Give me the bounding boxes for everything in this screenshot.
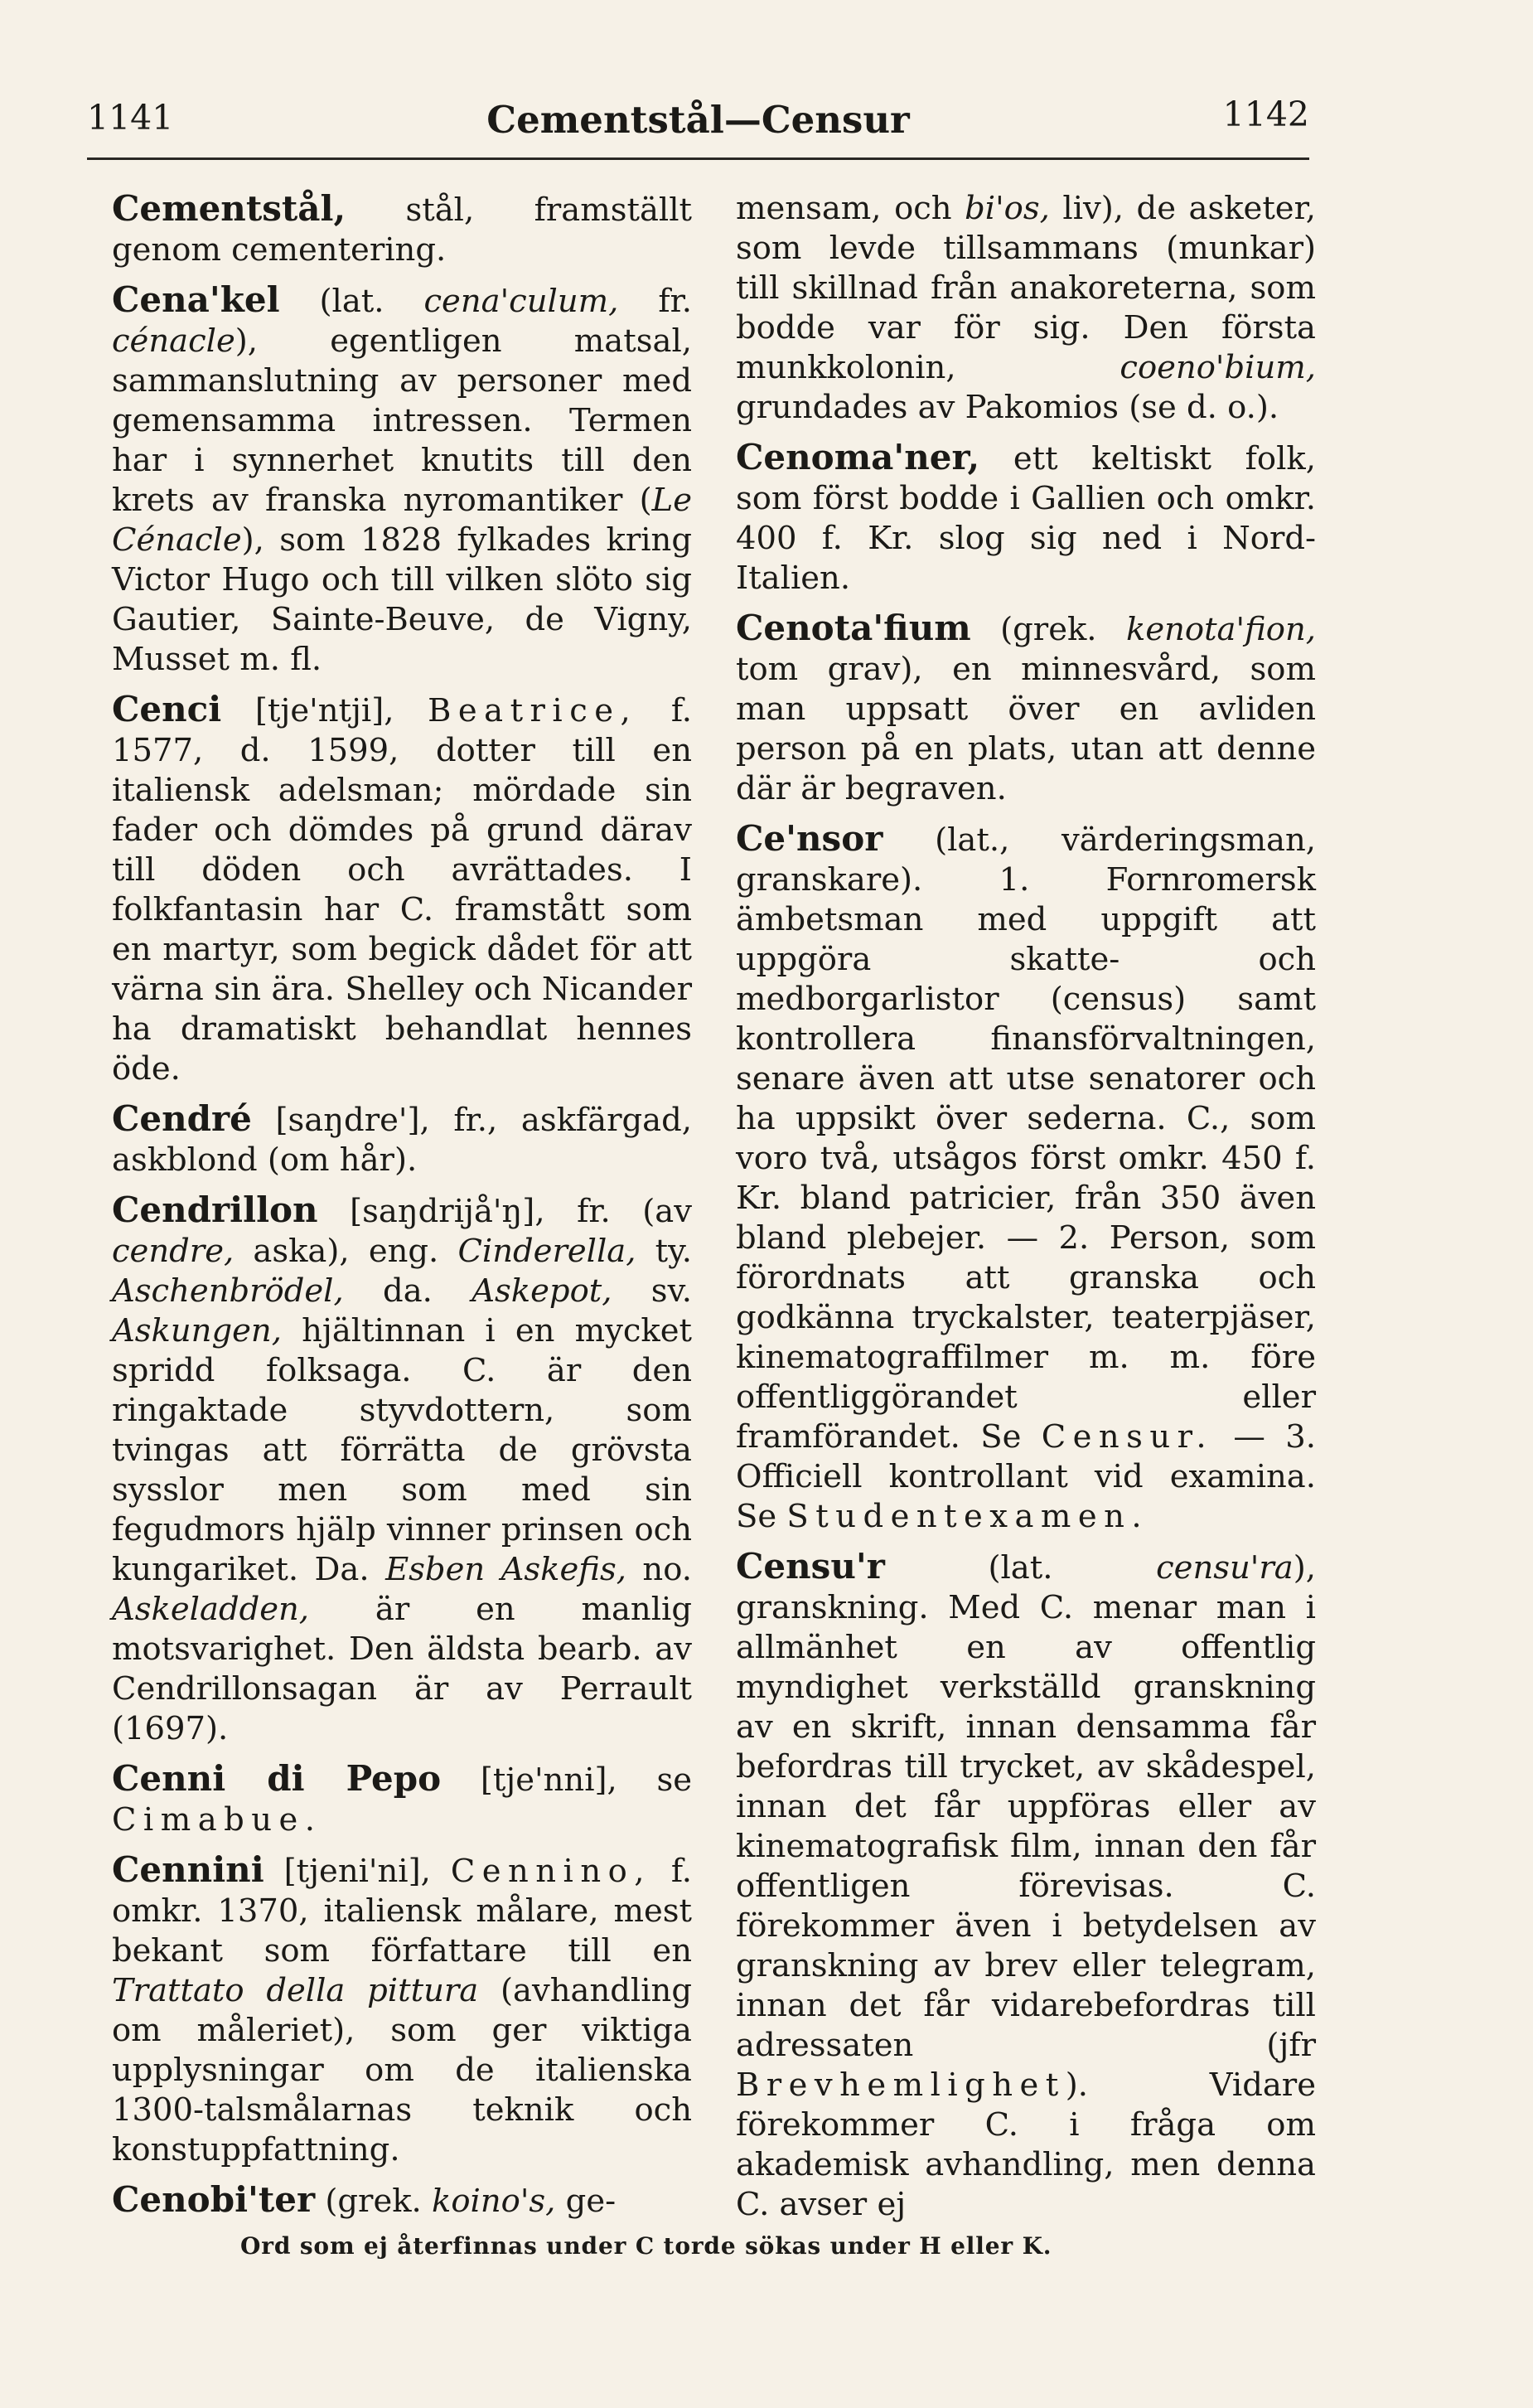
- entry-cenci: [112, 690, 692, 1089]
- entry-italic: kenota'fion,: [1126, 611, 1316, 648]
- footer-text: torde sökas under: [654, 2232, 920, 2260]
- entry-text: [saŋdrijå'ŋ], fr. (av: [317, 1193, 692, 1230]
- page-number-left: 1141: [87, 98, 174, 138]
- headword: Censu'r: [736, 1546, 885, 1587]
- page-number-right: 1142: [1222, 94, 1309, 134]
- left-column: [112, 189, 692, 2231]
- running-head: Cementstål—Censur: [486, 98, 910, 142]
- headword: Cenci: [112, 689, 222, 729]
- entry-text: ). Vidare förekommer C. i fråga om akademisk avhandling, men denna C. avser ej: [736, 2066, 1316, 2223]
- footer-letter: K.: [1022, 2232, 1052, 2260]
- entry-text: är en manlig motsvarighet. Den äldsta bearb. av Cendrillonsagan är av Perrault (1697).: [112, 1591, 692, 1747]
- headword: Cendré: [112, 1098, 252, 1139]
- entry-italic: censu'ra: [1156, 1549, 1294, 1587]
- entry-italic: coeno'bium,: [1120, 349, 1316, 386]
- entry-italic: cendre,: [112, 1233, 235, 1270]
- entry-text: (grek.: [315, 2183, 433, 2220]
- entry-text: no.: [626, 1551, 692, 1588]
- entry-cenni: [112, 1759, 692, 1840]
- entry-text: ge-: [555, 2183, 617, 2220]
- entry-italic: Cinderella,: [457, 1233, 636, 1270]
- entry-text: aska), eng.: [234, 1233, 458, 1270]
- footer-text: Ord som ej återfinnas under: [240, 2232, 636, 2260]
- entry-italic: Trattato della pittura: [112, 1972, 479, 2009]
- headword: Ce'nsor: [736, 818, 883, 859]
- headword: Cenobi'ter: [112, 2179, 316, 2220]
- entry-text: (grek.: [970, 611, 1126, 648]
- header-rule: [87, 157, 1309, 160]
- footer-letter: H: [919, 2232, 942, 2260]
- headword: Cenoma'ner,: [736, 437, 980, 477]
- entry-text: fr.: [618, 283, 692, 320]
- entry-cennini: [112, 1850, 692, 2170]
- headword: Cena'kel: [112, 279, 280, 320]
- entry-text: (lat., värderingsman, granskare). 1. Fornromersk ämbetsman med uppgift att uppgöra skatte- och medborgarlistor (census) samt kontrollera finansförvaltningen, senare även att utse senatorer och ha uppsikt över sederna. C., som voro två, utsågos först omkr. 450 f. Kr. bland patricier, från 350 även bland plebejer. — 2. Person, som förordnats att granska och godkänna tryckalster, teaterpjäser, kinematograffilmer m. m. före offentliggörandet eller framförandet. Se: [736, 821, 1316, 1456]
- entry-italic: Askungen,: [112, 1312, 282, 1349]
- entry-text: f. 1577, d. 1599, dotter till en italiensk adelsman; mördade sin fader och dömdes på grund därav till döden och avrättades. I folkfantasin har C. framstått som en martyr, som begick dådet för att värna sin ära. Shelley och Nicander ha dramatiskt behandlat hennes öde.: [112, 692, 692, 1088]
- cross-reference: Brevhemlighet: [736, 2066, 1066, 2104]
- headword: Cenni di Pepo: [112, 1758, 442, 1799]
- entry-cenakel: [112, 280, 692, 680]
- entry-cementstal: [112, 189, 692, 270]
- entry-censor: [736, 819, 1316, 1537]
- entry-italic: Askepot,: [472, 1272, 612, 1310]
- footer-text: eller: [941, 2232, 1023, 2260]
- headword: Cenota'fium: [736, 608, 971, 648]
- entry-text: ), granskning. Med C. menar man i allmänhet en av offentlig myndighet verkställd granskning av en skrift, innan densamma får befordras till trycket, av skådespel, innan det får uppföras eller av kinematografisk film, innan den får offentligen förevisas. C. förekommer även i betydelsen av granskning av brev eller telegram, innan det får vidarebefordras till adressaten (jfr: [736, 1549, 1316, 2064]
- entry-cenobiter: [112, 2180, 692, 2221]
- cross-reference: Studentexamen.: [786, 1498, 1149, 1535]
- entry-text: sv.: [612, 1272, 692, 1310]
- entry-text: (lat.: [279, 283, 424, 320]
- entry-italic: Askeladden,: [112, 1591, 310, 1628]
- entry-text: [tje'ntji],: [221, 692, 428, 729]
- entry-text: grundades av Pakomios (se d. o.).: [736, 389, 1279, 426]
- entry-text: ), som 1828 fylkades kring Victor Hugo och till vilken slöto sig Gautier, Sainte-Beuve, de Vigny, Musset m. fl.: [112, 521, 692, 678]
- entry-text: tom grav), en minnesvård, som man uppsatt över en avliden person på en plats, utan att denne där är begraven.: [736, 651, 1316, 807]
- entry-text: (lat.: [884, 1549, 1157, 1587]
- entry-text: mensam, och: [736, 190, 965, 227]
- entry-censur: [736, 1547, 1316, 2225]
- cross-reference: Cimabue.: [112, 1801, 322, 1839]
- entry-spaced: Beatrice,: [428, 692, 638, 729]
- cross-reference: Censur.: [1041, 1418, 1214, 1456]
- entry-text: hjältinnan i en mycket spridd folksaga. C. är den ringaktade styvdottern, som tvingas att förrätta de grövsta sysslor men som med sin fegudmors hjälp vinner prinsen och kungariket. Da.: [112, 1312, 692, 1588]
- entry-text: liv), de asketer, som levde tillsammans (munkar) till skillnad från anakoreterna, som bodde var för sig. Den första munkkolonin,: [736, 190, 1316, 386]
- right-column: [736, 189, 1316, 2235]
- entry-italic: Aschenbrödel,: [112, 1272, 344, 1310]
- entry-text: [saŋdre'], fr., askfärgad, askblond (om hår).: [112, 1102, 692, 1179]
- entry-text: ett keltiskt folk, som först bodde i Gallien och omkr. 400 f. Kr. slog sig ned i Nord-Italien.: [736, 440, 1316, 597]
- entry-cenobiter-continued: [736, 189, 1316, 428]
- footer-letter: C: [635, 2232, 655, 2260]
- headword: Cendrillon: [112, 1189, 318, 1230]
- entry-italic: cénacle: [112, 322, 235, 360]
- entry-text: [tje'nni], se: [441, 1761, 692, 1799]
- headword: Cementstål,: [112, 188, 346, 229]
- entry-cendrillon: [112, 1190, 692, 1749]
- entry-cenotafium: [736, 608, 1316, 809]
- entry-cenomaner: [736, 438, 1316, 598]
- entry-spaced: Cennino,: [450, 1853, 651, 1890]
- entry-text: ty.: [636, 1233, 692, 1270]
- entry-italic: koino's,: [432, 2183, 556, 2220]
- entry-text: (avhandling om måleriet), som ger viktiga upplysningar om de italienska 1300-talsmålarnas teknik och konstuppfattning.: [112, 1972, 692, 2168]
- headword: Cennini: [112, 1849, 264, 1890]
- page-header: [87, 94, 1309, 148]
- page-footer-note: [240, 2232, 1052, 2260]
- entry-cendre: [112, 1099, 692, 1180]
- entry-text: f. omkr. 1370, italiensk målare, mest bekant som författare till en: [112, 1853, 693, 1970]
- entry-text: — 3. Officiell kontrollant vid examina. Se: [736, 1418, 1316, 1535]
- entry-italic: Esben Askefis,: [385, 1551, 626, 1588]
- entry-italic: bi'os,: [965, 190, 1050, 227]
- entry-text: [tjeni'ni],: [264, 1853, 451, 1890]
- entry-text: stål, framställt genom cementering.: [112, 191, 692, 269]
- entry-italic: Le Cénacle: [112, 482, 692, 559]
- entry-text: da.: [343, 1272, 472, 1310]
- entry-italic: cena'culum,: [423, 283, 619, 320]
- entry-text: ), egentligen matsal, sammanslutning av personer med gemensamma intressen. Termen har i synnerhet knutits till den krets av franska nyromantiker (: [112, 322, 692, 519]
